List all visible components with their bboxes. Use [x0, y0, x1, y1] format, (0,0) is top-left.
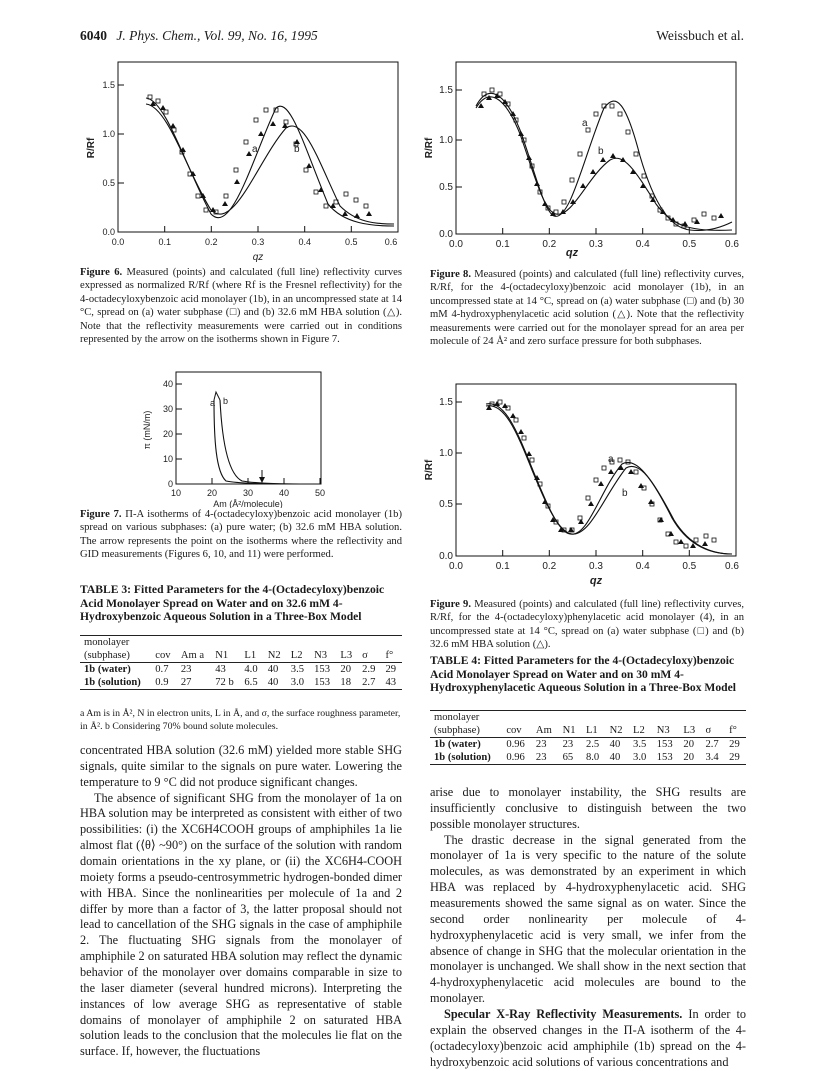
- table-3-header: monolayer: [80, 636, 151, 650]
- table-4: [430, 710, 746, 765]
- fig6-fit-curve-a: [146, 98, 394, 226]
- fig8-xtick: 0.6: [725, 239, 739, 250]
- body-right-column: [430, 785, 746, 1070]
- fig7-xtick: 40: [278, 488, 290, 498]
- fig7-xtick: 30: [242, 488, 254, 498]
- fig6-xtick: 0.4: [298, 237, 311, 247]
- fig8-points-a: [482, 88, 716, 228]
- fig9-xtick: 0.3: [589, 561, 603, 572]
- table-3-header: σ: [358, 649, 381, 663]
- fig6-ytick: 1.0: [102, 129, 115, 139]
- table-3-header: Am a: [177, 649, 211, 663]
- fig6-label-a: a: [252, 144, 258, 155]
- section-title: Specular X-Ray Reflectivity Measurements.: [444, 1007, 683, 1022]
- table-3-header: N3: [310, 649, 336, 663]
- figure-9-frame: [456, 384, 736, 556]
- fig6-points-b: [150, 101, 372, 218]
- figure-7-caption-label: Figure 7.: [80, 509, 122, 520]
- fig7-ytick: 10: [162, 454, 173, 464]
- figure-9-caption-text: Measured (points) and calculated (full line) reflectivity curves, R/Rf, for the 4-(octadecyloxy)phenylacetic acid monolayer (4), in an uncompressed state at 14 °C, spread on (a) water subphase (□) and (b) 32.6 mM HBA solution (△).: [430, 599, 744, 651]
- table-3: [80, 635, 402, 690]
- fig9-ylabel: R/Rf: [424, 459, 435, 481]
- fig7-xtick: 20: [206, 488, 218, 498]
- fig7-ylabel: π (mN/m): [142, 410, 152, 450]
- table-4-header: N2: [606, 724, 629, 738]
- body-left-column: [80, 743, 402, 1060]
- table-3-header: N2: [264, 649, 287, 663]
- fig6-xtick: 0.3: [251, 237, 265, 247]
- figure-8-caption-text: Measured (points) and calculated (full line) reflectivity curves, R/Rf, for the 4-(octadecyloxy)benzoic acid monolayer (1b), in an uncompressed state at 14 °C, spread on (a) water subphase (□) and (b) 30 mM 4-hydroxyphenylacetic acid solution (△). Note that the reflectivity measurements were carried out for the monolayer spread for an area per molecule of 24 Å² and zero surface pressure for both subphases.: [430, 269, 744, 348]
- figure-6-caption-text: Measured (points) and calculated (full line) reflectivity curves expressed as normalized R/Rf (where Rf is the Fresnel reflectivity) for the 4-octadecyloxybenzoic acid monolayer (1b), in an uncompressed state at 14 °C, spread on (a) water subphase (□) and (b) 32.6 mM HBA solution (△). Note that the reflectivity measurements were carried out in conditions represented by the arrow on the isotherms shown in Figure 7.: [80, 267, 402, 346]
- fig7-ytick: 20: [162, 429, 173, 439]
- fig8-xlabel: qz: [565, 247, 579, 259]
- figure-7-plot: [140, 360, 350, 508]
- fig7-ytick: 30: [162, 404, 173, 414]
- body-paragraph: arise due to monolayer instability, the SHG results are insufficiently conclusive to distinguish between the two possible monolayer structures.: [430, 785, 746, 831]
- fig8-xtick: 0.5: [682, 239, 697, 250]
- fig8-label-a: a: [582, 118, 588, 129]
- table-row: 1b (solution) 0.96 23 65 8.0 40 3.0 153 20 3.4 29: [430, 751, 746, 765]
- fig9-xtick: 0.5: [682, 561, 697, 572]
- table-4-header: L1: [582, 724, 606, 738]
- fig8-xtick: 0.4: [635, 239, 650, 250]
- table-4-header: (subphase): [430, 724, 502, 738]
- fig7-xtick: 50: [314, 488, 326, 498]
- table-3-header: N1: [211, 649, 240, 663]
- table-3-header: (subphase): [80, 649, 151, 663]
- fig6-xtick: 0.6: [384, 237, 398, 247]
- table-4-title: TABLE 4: Fitted Parameters for the 4-(Octadecyloxy)benzoic Acid Monolayer Spread on Water and on 30 mM 4-Hydroxyphenylacetic Aqueous Solution in a Three-Box Model: [430, 654, 736, 695]
- figure-8-plot: [420, 56, 740, 268]
- table-3-title: TABLE 3: Fitted Parameters for the 4-(Octadecyloxy)benzoic Acid Monolayer Spread on Water and on 32.6 mM 4-Hydroxybenzoic Aqueous Solution in a Three-Box Model: [80, 583, 385, 624]
- fig6-ytick: 1.5: [102, 80, 115, 90]
- body-paragraph: The absence of significant SHG from the monolayer of 1a on HBA solution may be interpreted as consistent with either of two possibilities: (i) the XC6H4COOH groups of amphiphiles 1a lie almost flat (⟨θ⟩ ~90°) on the surface of the solution with random domain orientations in the xy plane, or (ii) the XC6H4-COOH moiety forms a pseudo-centrosymmetric hydrogen-bonded dimer with HBA. Since the nonlinearities per molecule of 1a and 2 differ by more than a factor of 3, the latter proposal should not lead to cancellation of the SHG signals in the case of amphiphile 2. The fluctuating SHG signals from the monolayer of amphiphile 2 on saturated HBA solution may reflect the dynamic behavior of the monolayer over domains comparable in size to the laser diameter (several hundred microns). Interpreting the instances of low average SHG as representative of stable domains of monolayer of amphiphile 2 on saturated HBA solution leads to the conclusion that the molecules lie flat on the surface. If, however, the fluctuations: [80, 790, 402, 1059]
- running-header-left: [80, 28, 318, 44]
- fig6-ytick: 0.5: [102, 178, 115, 188]
- table-4-header: L3: [679, 724, 701, 738]
- fig6-xtick: 0.5: [345, 237, 358, 247]
- table-3-footnote: a Am is in Å², N in electron units, L in Å, and σ, the surface roughness parameter, in Å². b Considering 70% bound solute molecules.: [80, 708, 401, 732]
- table-4-header: cov: [502, 724, 532, 738]
- journal-citation: J. Phys. Chem., Vol. 99, No. 16, 1995: [116, 28, 318, 43]
- figure-6-caption-label: Figure 6.: [80, 267, 123, 278]
- fig6-label-b: b: [294, 144, 300, 155]
- table-4-header: Am: [532, 724, 559, 738]
- body-paragraph: The drastic decrease in the signal generated from the monolayer of 1a is very specific to the nature of the solute molecules, as was demonstrated by an experiment in which HBA was replaced by 4-hydroxyphenylacetic acid. SHG measurements showed the same signal as on water. Since the second order nonlinearity per molecule of 4-hydroxyphenylacetic acid is very small, we infer from the absence of change in SHG that the molecular orientation in the monolayer is unchanged. We shall show in the next section that 4-hydroxyphenylacetic acid molecules are bound to the monolayer.: [430, 832, 746, 1006]
- fig6-xlabel: qz: [252, 252, 264, 263]
- fig7-arrow: [259, 470, 265, 483]
- body-paragraph: concentrated HBA solution (32.6 mM) yielded more stable SHG signals, quite similar to the signals on pure water. Lowering the temperature to 9 °C did not produce significant changes.: [80, 743, 402, 789]
- figure-7-caption: [80, 508, 402, 562]
- fig8-ylabel: R/Rf: [424, 137, 435, 159]
- table-3-header: cov: [151, 649, 177, 663]
- figure-9-plot: [420, 378, 740, 590]
- fig9-ytick: 1.0: [439, 448, 453, 459]
- table-4-header: L2: [629, 724, 653, 738]
- fig6-ylabel: R/Rf: [86, 137, 97, 159]
- figure-9-caption-label: Figure 9.: [430, 599, 471, 610]
- table-4-header: σ: [701, 724, 725, 738]
- fig8-ytick: 1.0: [439, 135, 453, 146]
- fig8-xtick: 0.3: [589, 239, 603, 250]
- fig7-ytick: 40: [162, 379, 173, 389]
- fig8-ytick: 1.5: [439, 85, 453, 96]
- fig8-xtick: 0.2: [542, 239, 557, 250]
- fig7-isotherm-a: [214, 400, 320, 484]
- fig9-xtick: 0.0: [449, 561, 463, 572]
- fig6-xtick: 0.2: [205, 237, 218, 247]
- fig9-ytick: 0.5: [439, 499, 453, 510]
- table-3-header: L2: [287, 649, 310, 663]
- fig7-label-b: b: [223, 396, 229, 406]
- fig7-isotherm-b: [220, 400, 320, 484]
- table-row: 1b (water) 0.7 23 43 4.0 40 3.5 153 20 2.9 29: [84, 664, 397, 675]
- fig9-fit-curve-b: [486, 406, 732, 554]
- fig8-xtick: 0.1: [495, 239, 510, 250]
- page-number: 6040: [80, 28, 107, 43]
- figure-8-caption: [430, 268, 744, 349]
- table-4-header: N1: [559, 724, 582, 738]
- fig8-ytick: 0.0: [439, 229, 453, 240]
- figure-9-caption: [430, 598, 744, 652]
- fig8-xtick: 0.0: [449, 239, 463, 250]
- table-3-header: L1: [240, 649, 263, 663]
- fig8-label-b: b: [598, 146, 604, 157]
- table-3-header: L3: [336, 649, 358, 663]
- figure-6-frame: [118, 62, 398, 232]
- fig7-label-a: a: [210, 398, 216, 408]
- figure-8-caption-label: Figure 8.: [430, 269, 471, 280]
- fig9-points-a: [490, 400, 716, 548]
- fig9-fit-curve-a: [486, 404, 732, 554]
- fig6-xtick: 0.0: [111, 237, 125, 247]
- fig9-xlabel: qz: [589, 575, 603, 587]
- table-4-header: f°: [725, 724, 746, 738]
- fig7-xtick: 10: [170, 488, 182, 498]
- fig9-xtick: 0.6: [725, 561, 739, 572]
- fig8-ytick: 0.5: [439, 182, 453, 193]
- fig7-ytick: 0: [167, 479, 173, 489]
- fig8-points-b: [478, 93, 724, 226]
- table-row: 1b (solution) 0.9 27 72 b 6.5 40 3.0 153 18 2.7 43: [80, 676, 402, 690]
- figure-6-caption: [80, 266, 402, 347]
- figure-7-frame: [176, 372, 321, 484]
- body-paragraph: Specular X-Ray Reflectivity Measurements. In order to explain the observed changes in the Π-A isotherm of the 4-(octadecyloxy)benzoic acid amphiphile (1b) spread on the 4-hydroxybenzoic acid solutions of various concentrations and: [430, 1007, 747, 1069]
- fig9-ytick: 1.5: [439, 397, 453, 408]
- fig9-xtick: 0.1: [495, 561, 510, 572]
- running-header-authors: Weissbuch et al.: [656, 28, 744, 43]
- figure-8-frame: [456, 62, 736, 234]
- fig9-ytick: 0.0: [439, 551, 453, 562]
- fig9-points-b: [486, 401, 708, 548]
- figure-6-plot: [82, 56, 402, 264]
- fig9-xtick: 0.4: [635, 561, 650, 572]
- fig9-label-a: a: [608, 454, 614, 465]
- table-3-header: f°: [381, 649, 402, 663]
- fig6-ytick: 0.0: [102, 227, 115, 237]
- figure-7-caption-text: Π-A isotherms of 4-(octadecyloxy)benzoic acid monolayer (1b) spread on various subphases: (a) pure water; (b) 32.6 mM HBA solution. The arrow represents the point on the isotherms where the reflectivity and GID measurements (Figures 6, 10, and 11) were performed.: [80, 509, 402, 561]
- table-4-header: N3: [653, 724, 680, 738]
- fig7-xlabel: Am (Å²/molecule): [213, 499, 283, 508]
- fig9-xtick: 0.2: [542, 561, 557, 572]
- fig9-label-b: b: [622, 488, 628, 499]
- fig6-xtick: 0.1: [158, 237, 171, 247]
- table-row: 1b (water) 0.96 23 23 2.5 40 3.5 153 20 2.7 29: [434, 739, 740, 750]
- table-4-header: monolayer: [430, 711, 502, 725]
